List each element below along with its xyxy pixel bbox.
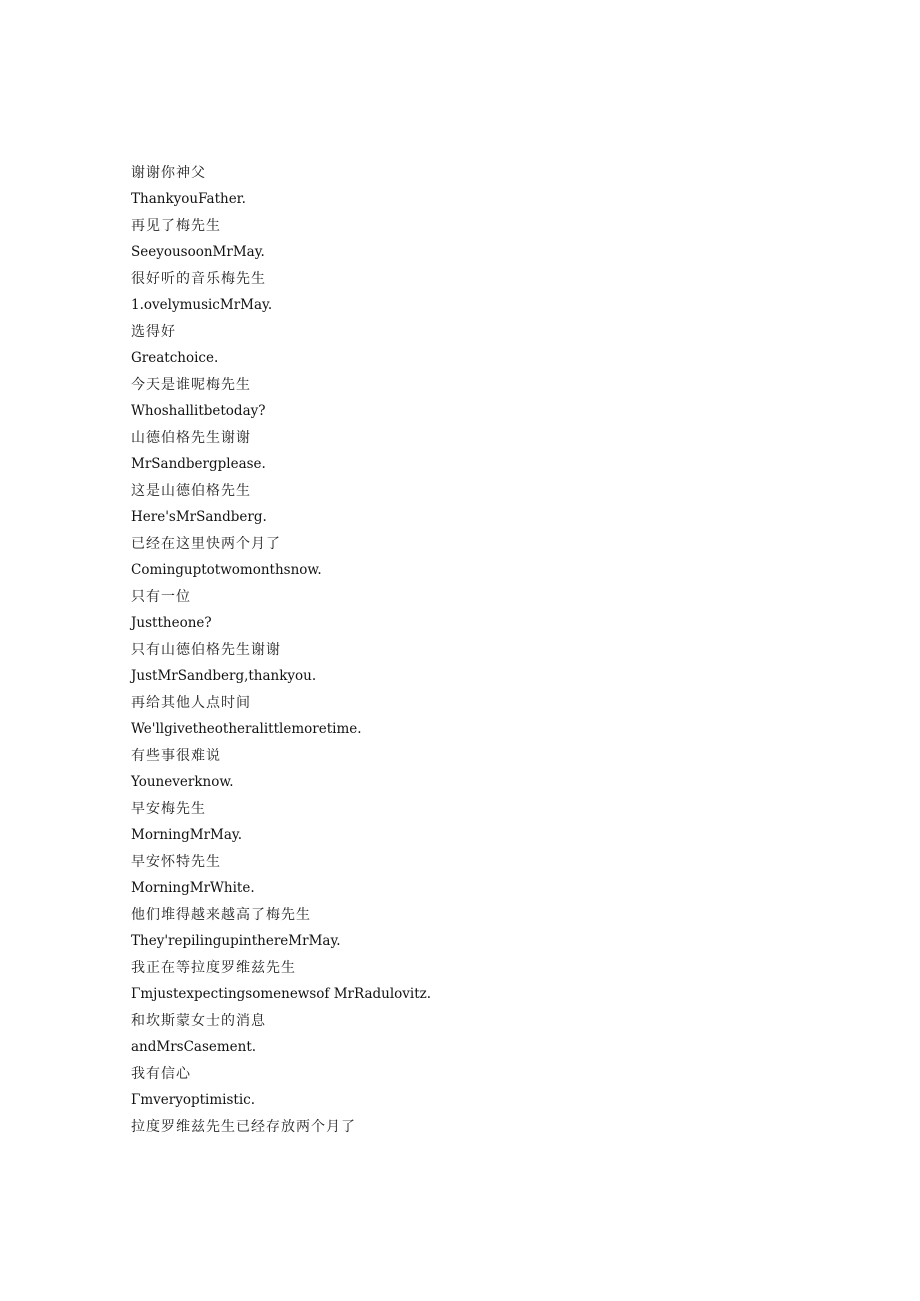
english-subtitle-line: Γmveryoptimistic. bbox=[131, 1092, 256, 1108]
english-subtitle-line: Whoshallitbetoday? bbox=[131, 403, 266, 419]
english-subtitle-line: ThankyouFather. bbox=[131, 191, 246, 207]
chinese-subtitle-line: 已经在这里快两个月了 bbox=[131, 536, 281, 552]
chinese-subtitle-line: 我有信心 bbox=[131, 1066, 191, 1082]
chinese-subtitle-line: 再见了梅先生 bbox=[131, 218, 221, 234]
english-subtitle-line: MorningMrMay. bbox=[131, 827, 243, 843]
chinese-subtitle-line: 谢谢你神父 bbox=[131, 165, 206, 181]
chinese-subtitle-line: 有些事很难说 bbox=[131, 748, 221, 764]
english-subtitle-line: 1.ovelymusicMrMay. bbox=[131, 297, 273, 313]
chinese-subtitle-line: 他们堆得越来越高了梅先生 bbox=[131, 907, 311, 923]
chinese-subtitle-line: 今天是谁呢梅先生 bbox=[131, 377, 251, 393]
english-subtitle-line: JustMrSandberg,thankyou. bbox=[131, 668, 317, 684]
english-subtitle-line: Justtheone? bbox=[131, 615, 212, 631]
english-subtitle-line: MorningMrWhite. bbox=[131, 880, 255, 896]
english-subtitle-line: SeeyousoonMrMay. bbox=[131, 244, 265, 260]
chinese-subtitle-line: 再给其他人点时间 bbox=[131, 695, 251, 711]
english-subtitle-line: Here'sMrSandberg. bbox=[131, 509, 267, 525]
english-subtitle-line: Youneverknow. bbox=[131, 774, 234, 790]
chinese-subtitle-line: 很好听的音乐梅先生 bbox=[131, 271, 266, 287]
english-subtitle-line: Γmjustexpectingsomenewsof MrRadulovitz. bbox=[131, 986, 432, 1002]
subtitle-line-list bbox=[131, 162, 831, 1142]
chinese-subtitle-line: 选得好 bbox=[131, 324, 176, 340]
chinese-subtitle-line: 早安梅先生 bbox=[131, 801, 206, 817]
chinese-subtitle-line: 和坎斯蒙女士的消息 bbox=[131, 1013, 266, 1029]
english-subtitle-line: We'llgivetheotheralittlemoretime. bbox=[131, 721, 362, 737]
chinese-subtitle-line: 这是山德伯格先生 bbox=[131, 483, 251, 499]
chinese-subtitle-line: 我正在等拉度罗维兹先生 bbox=[131, 960, 296, 976]
chinese-subtitle-line: 只有山德伯格先生谢谢 bbox=[131, 642, 281, 658]
english-subtitle-line: Cominguptotwomonthsnow. bbox=[131, 562, 322, 578]
english-subtitle-line: andMrsCasement. bbox=[131, 1039, 257, 1055]
chinese-subtitle-line: 拉度罗维兹先生已经存放两个月了 bbox=[131, 1119, 356, 1135]
chinese-subtitle-line: 早安怀特先生 bbox=[131, 854, 221, 870]
english-subtitle-line: MrSandbergplease. bbox=[131, 456, 266, 472]
english-subtitle-line: Greatchoice. bbox=[131, 350, 219, 366]
chinese-subtitle-line: 山德伯格先生谢谢 bbox=[131, 430, 251, 446]
chinese-subtitle-line: 只有一位 bbox=[131, 589, 191, 605]
english-subtitle-line: They'repilingupinthereMrMay. bbox=[131, 933, 341, 949]
